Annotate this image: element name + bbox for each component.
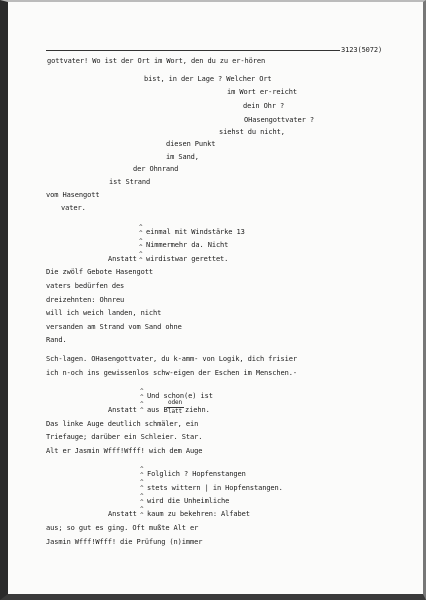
insert-line: Nimmermehr da. Nicht [146, 241, 229, 249]
caret-mark: ^ ^ [140, 493, 144, 506]
text-line: dreizehnten: Ohnreu [46, 296, 125, 304]
caret-mark: ^ ^ [139, 238, 143, 251]
anstatt-label: Anstatt [108, 406, 137, 414]
header-rule [46, 50, 340, 51]
poem-line: siehst du nicht, [219, 128, 285, 136]
text-line: Rand. [46, 336, 67, 344]
insert-line: ziehn. [185, 406, 210, 414]
poem-line: im Wort er-reicht [227, 88, 297, 96]
caret-mark: ^ ^ [139, 251, 143, 264]
insert-line: aus B [147, 406, 168, 414]
poem-line: im Sand, [166, 153, 199, 161]
page-reference: 3123(5072) [341, 46, 383, 54]
caret-mark: ^ ^ [139, 224, 143, 237]
text-line: Jasmin Wfff!Wfff! die Prüfung (n)immer [46, 538, 203, 546]
alternative-bottom: latt [168, 408, 183, 415]
poem-line: vater. [61, 204, 86, 212]
text-line: vaters bedürfen des [46, 282, 125, 290]
insert-line: kaum zu bekehren: Alfabet [147, 510, 250, 518]
text-line: Triefauge; darüber ein Schleier. Star. [46, 433, 203, 441]
poem-line: gottvater! Wo ist der Ort im Wort, den du zu er-hören [47, 57, 266, 65]
caret-mark: ^ ^ [140, 401, 144, 414]
text-line: Alt er Jasmin Wfff!Wfff! wich dem Auge [46, 447, 203, 455]
poem-line: dein Ohr ? [243, 102, 285, 110]
poem-line: bist, in der Lage ? Welcher Ort [144, 75, 272, 83]
caret-mark: ^ ^ [140, 388, 144, 401]
poem-line: vom Hasengott [46, 191, 100, 199]
insert-line: wirdistwar gerettet. [146, 255, 229, 263]
text-line: Die zwölf Gebote Hasengott [46, 268, 153, 276]
caret-mark: ^ ^ [140, 466, 144, 479]
poem-line: ist Strand [109, 178, 151, 186]
insert-line: Und schon(e) ist [147, 392, 213, 400]
text-line: Das linke Auge deutlich schmäler, ein [46, 420, 199, 428]
alternative-top: oden [168, 399, 183, 406]
insert-line: wird die Unheimliche [147, 497, 230, 505]
caret-mark: ^ ^ [140, 479, 144, 492]
anstatt-label: Anstatt [108, 510, 137, 518]
insert-line: einmal mit Windstärke 13 [146, 228, 245, 236]
insert-line: Folglich ? Hopfenstangen [147, 470, 246, 478]
text-line: Sch-lagen. OHasengottvater, du k-amm- von Logik, dich frisier [46, 355, 297, 363]
text-line: ich n-och ins gewissenlos schw-eigen der Eschen im Menschen.- [46, 369, 297, 377]
anstatt-label: Anstatt [108, 255, 137, 263]
poem-line: der Ohnrand [133, 165, 179, 173]
insert-line: stets wittern | in Hopfenstangen. [147, 484, 283, 492]
text-line: versanden am Strand vom Sand ohne [46, 323, 182, 331]
text-line: aus; so gut es ging. Oft mußte Alt er [46, 524, 199, 532]
text-line: will ich weich landen, nicht [46, 309, 162, 317]
poem-line: OHasengottvater ? [244, 116, 314, 124]
caret-mark: ^ ^ [140, 506, 144, 519]
poem-line: diesen Punkt [166, 140, 216, 148]
